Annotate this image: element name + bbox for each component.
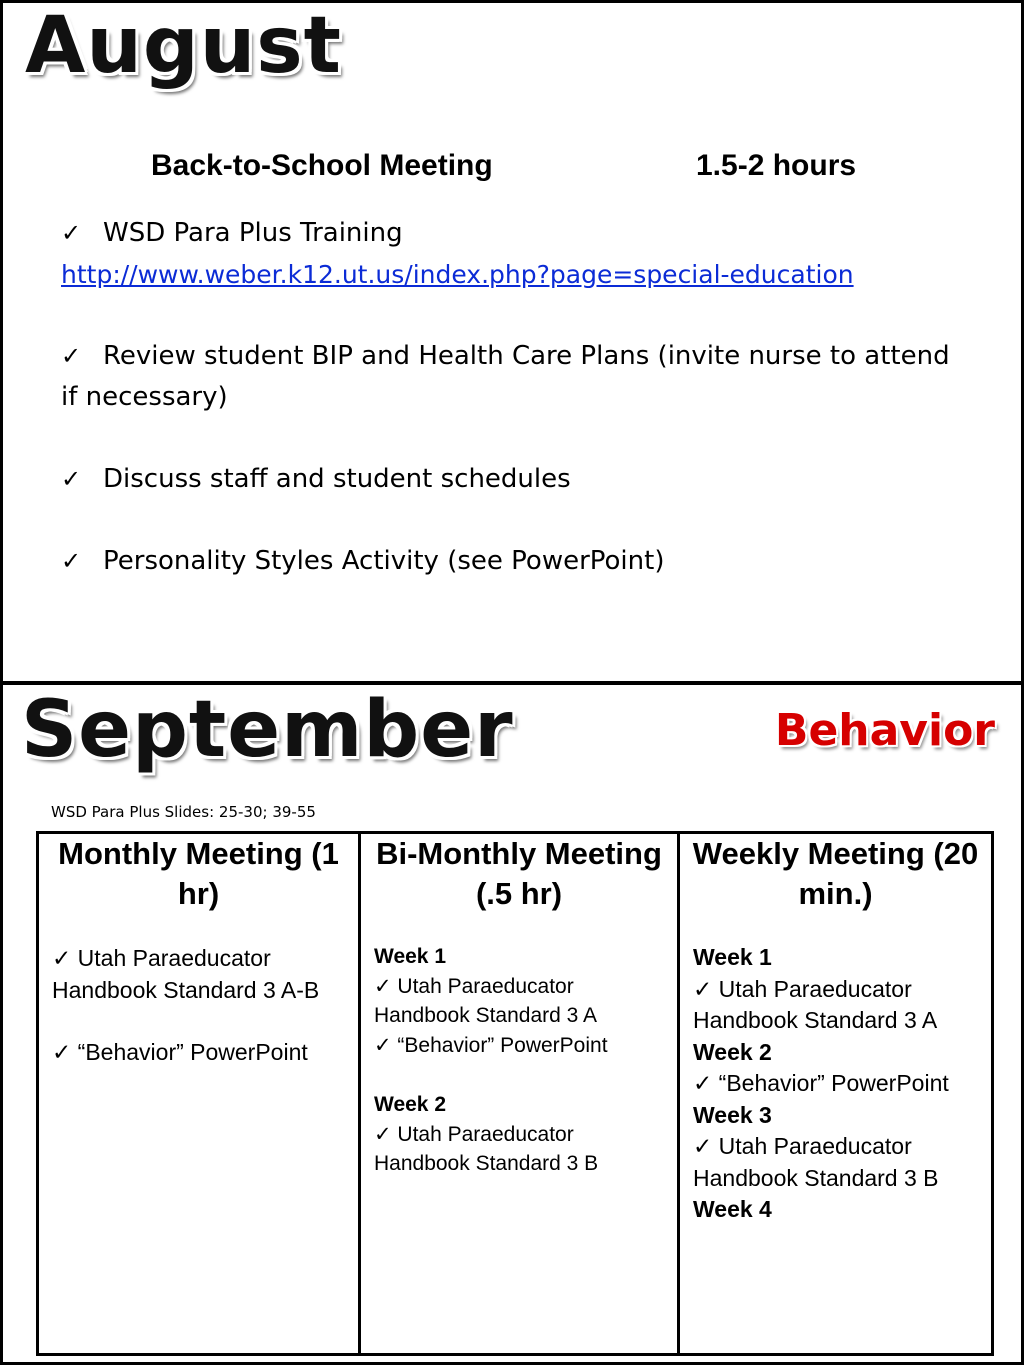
list-item: ✓ Utah Paraeducator Handbook Standard 3 A xyxy=(374,974,598,1027)
weekly-meeting-column xyxy=(677,834,991,1353)
column-body xyxy=(52,942,352,1068)
list-item: ✓ Utah Paraeducator Handbook Standard 3 A xyxy=(693,975,938,1033)
checklist-item xyxy=(61,213,971,295)
training-link[interactable]: http://www.weber.k12.ut.us/index.php?page=special-education xyxy=(61,260,854,289)
meeting-schedule-table xyxy=(36,831,994,1356)
week-label: Week 4 xyxy=(693,1196,772,1222)
meeting-duration: 1.5-2 hours xyxy=(696,149,857,182)
column-header: Bi-Monthly Meeting (.5 hr) xyxy=(376,836,662,911)
checkmark-icon: ✓ xyxy=(61,547,82,575)
august-checklist xyxy=(61,213,971,623)
list-item: ✓ Utah Paraeducator Handbook Standard 3 B xyxy=(693,1133,939,1191)
list-item: ✓ Utah Paraeducator Handbook Standard 3 B xyxy=(374,1122,599,1175)
list-item: ✓ “Behavior” PowerPoint xyxy=(693,1070,949,1096)
checkmark-icon: ✓ xyxy=(61,342,82,370)
bimonthly-meeting-column xyxy=(358,834,677,1353)
item-text: Review student BIP and Health Care Plans (invite nurse to attend if necessary) xyxy=(61,341,950,412)
week-label: Week 1 xyxy=(693,944,772,970)
september-panel xyxy=(0,682,1024,1365)
monthly-meeting-column xyxy=(39,834,358,1353)
week-label: Week 3 xyxy=(693,1101,772,1128)
list-item: ✓ “Behavior” PowerPoint xyxy=(374,1033,608,1057)
checkmark-icon: ✓ xyxy=(61,219,82,247)
august-title: August xyxy=(25,1,342,91)
week-label: Week 1 xyxy=(374,945,446,968)
column-body xyxy=(693,942,985,1226)
meeting-name: Back-to-School Meeting xyxy=(151,149,493,182)
column-header: Weekly Meeting (20 min.) xyxy=(692,836,979,911)
checklist-item xyxy=(61,336,971,418)
slides-reference: WSD Para Plus Slides: 25-30; 39-55 xyxy=(51,803,316,821)
item-text: WSD Para Plus Training xyxy=(103,218,403,248)
topic-label: Behavior xyxy=(774,705,995,756)
checklist-item xyxy=(61,459,971,500)
checklist-item xyxy=(61,541,971,582)
item-text: Personality Styles Activity (see PowerPoint) xyxy=(103,546,665,576)
week-label: Week 2 xyxy=(693,1038,772,1065)
item-text: Discuss staff and student schedules xyxy=(103,464,571,494)
september-title: September xyxy=(21,685,514,775)
column-body xyxy=(374,942,671,1179)
week-label: Week 2 xyxy=(374,1093,446,1116)
checkmark-icon: ✓ xyxy=(61,465,82,493)
column-header: Monthly Meeting (1 hr) xyxy=(58,836,339,911)
list-item: ✓ Utah Paraeducator Handbook Standard 3 A-B xyxy=(52,945,320,1003)
list-item: ✓ “Behavior” PowerPoint xyxy=(52,1039,308,1065)
